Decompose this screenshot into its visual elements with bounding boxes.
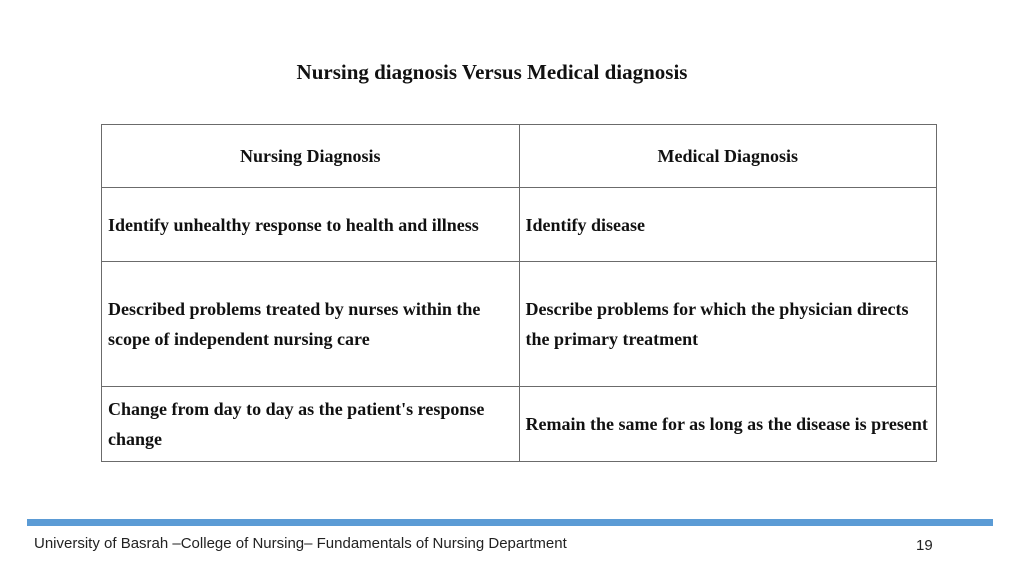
medical-cell: Describe problems for which the physician directs the primary treatment (519, 262, 937, 387)
header-medical-diagnosis: Medical Diagnosis (519, 125, 937, 188)
comparison-table (101, 124, 937, 462)
nursing-cell: Identify unhealthy response to health and illness (102, 188, 520, 262)
table-row (102, 262, 937, 387)
nursing-cell: Change from day to day as the patient's response change (102, 387, 520, 462)
table-row (102, 188, 937, 262)
medical-cell: Identify disease (519, 188, 937, 262)
header-nursing-diagnosis: Nursing Diagnosis (102, 125, 520, 188)
footer-divider (27, 519, 993, 526)
medical-cell: Remain the same for as long as the disease is present (519, 387, 937, 462)
table-header-row (102, 125, 937, 188)
footer-text: University of Basrah –College of Nursing– Fundamentals of Nursing Department (34, 535, 567, 552)
page-number: 19 (916, 537, 933, 554)
table-row (102, 387, 937, 462)
nursing-cell: Described problems treated by nurses within the scope of independent nursing care (102, 262, 520, 387)
slide-title: Nursing diagnosis Versus Medical diagnosis (296, 60, 688, 84)
